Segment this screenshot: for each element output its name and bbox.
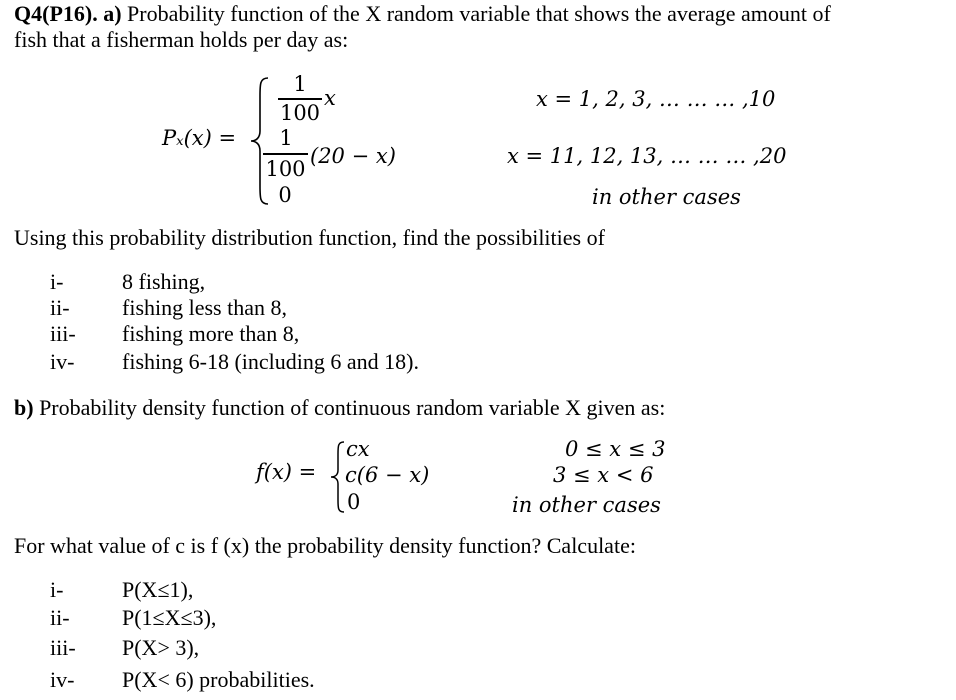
pmf-case1-expr: x bbox=[324, 86, 336, 110]
part-a-item-4-num: iv- bbox=[50, 349, 75, 374]
part-b-item-4-num: iv- bbox=[50, 667, 75, 692]
part-b-title bbox=[14, 396, 665, 420]
pmf-case2-denominator: 100 bbox=[265, 157, 306, 181]
pmf-case1-numerator: 1 bbox=[293, 72, 307, 96]
question-title-text: Probability function of the X random variable that shows the average amount of bbox=[121, 1, 831, 26]
pdf-brace bbox=[328, 440, 346, 514]
part-a-item-4-text: fishing 6-18 (including 6 and 18). bbox=[122, 349, 419, 374]
part-a-item-3-text: fishing more than 8, bbox=[122, 321, 300, 346]
part-b-item-3-text: P(X> 3), bbox=[122, 635, 200, 660]
pmf-case2-condition: x = 11, 12, 13, … … … ,20 bbox=[507, 144, 787, 168]
pmf-case3-condition: in other cases bbox=[592, 185, 741, 209]
part-b-item-1-num: i- bbox=[50, 577, 64, 602]
pmf-case2-expr bbox=[310, 144, 396, 168]
part-a-item-2-text: fishing less than 8, bbox=[122, 295, 287, 320]
part-b-item-2-num: ii- bbox=[50, 605, 70, 630]
pmf-case3-expr: 0 bbox=[278, 183, 292, 207]
pmf-case1-condition: x = 1, 2, 3, … … … ,10 bbox=[536, 87, 776, 111]
pdf-case1-condition: 0 ≤ x ≤ 3 bbox=[565, 437, 666, 461]
part-b-question: For what value of c is f (x) the probability density function? Calculate: bbox=[14, 533, 636, 558]
pdf-case3-condition: in other cases bbox=[512, 493, 661, 517]
part-b-item-4-text: P(X< 6) probabilities. bbox=[122, 667, 315, 692]
pmf-case1-fraction-bar bbox=[278, 98, 322, 100]
pdf-lhs: f(x) = bbox=[256, 460, 317, 484]
part-b-item-3-num: iii- bbox=[50, 635, 76, 660]
pmf-case1-denominator: 100 bbox=[279, 101, 321, 125]
part-a-item-2-num: ii- bbox=[50, 295, 70, 320]
pmf-case2-numerator: 1 bbox=[279, 126, 293, 150]
part-a-item-1-num: i- bbox=[50, 269, 64, 294]
question-label: Q4(P16). a) bbox=[14, 1, 122, 26]
pdf-case2-expr: c(6 − x) bbox=[345, 463, 430, 487]
pmf-case2-fraction-bar bbox=[263, 153, 308, 155]
pdf-case2-condition: 3 ≤ x < 6 bbox=[553, 463, 654, 487]
part-b-item-1-text: P(X≤1), bbox=[122, 577, 194, 602]
pmf-lhs: Pₓ(x) = bbox=[162, 126, 237, 150]
part-b-title-text: Probability density function of continuous random variable X given as: bbox=[33, 395, 666, 420]
question-title bbox=[14, 2, 831, 26]
part-b-item-2-text: P(1≤X≤3), bbox=[122, 605, 217, 630]
part-a-intro: Using this probability distribution function, find the possibilities of bbox=[14, 225, 605, 250]
pdf-case1-expr: cx bbox=[346, 437, 370, 461]
question-title-line2: fish that a fisherman holds per day as: bbox=[14, 27, 349, 52]
part-a-item-3-num: iii- bbox=[50, 321, 76, 346]
pdf-case3-expr: 0 bbox=[347, 490, 361, 514]
pmf-case2-expr-text: (20 − x) bbox=[310, 144, 396, 168]
part-a-item-1-text: 8 fishing, bbox=[122, 269, 206, 294]
part-b-label: b) bbox=[14, 395, 34, 420]
